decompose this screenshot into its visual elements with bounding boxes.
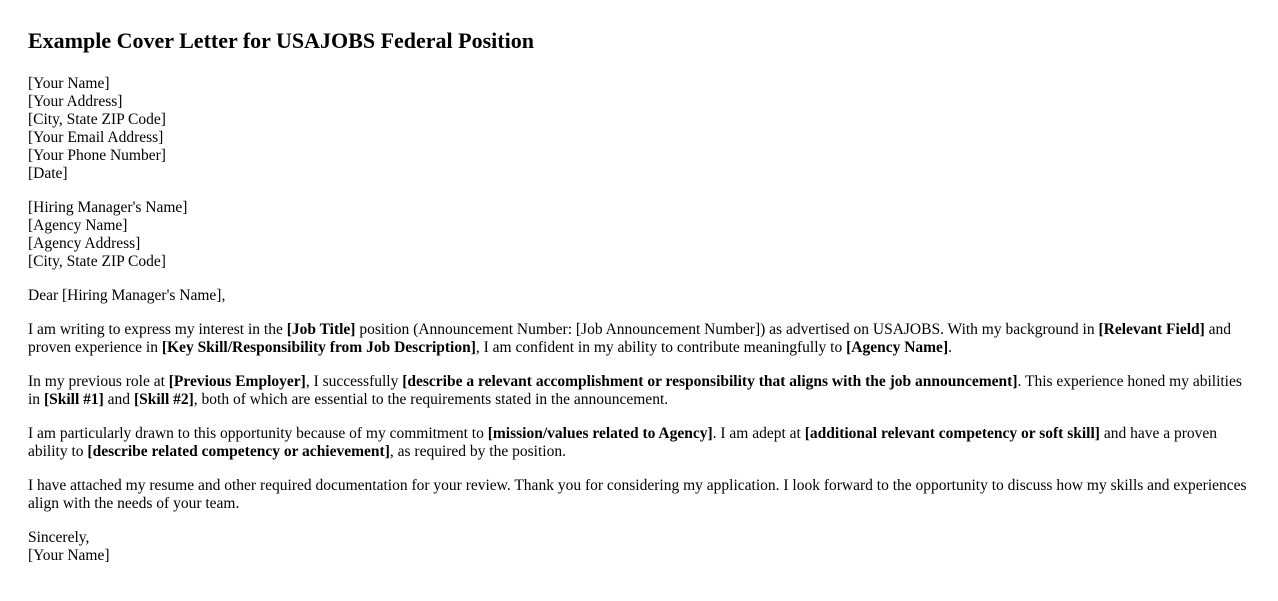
placeholder-achievement: [describe related competency or achievement]	[87, 443, 390, 460]
placeholder-relevant-field: [Relevant Field]	[1098, 321, 1205, 338]
page-title: Example Cover Letter for USAJOBS Federal Position	[28, 28, 534, 53]
signature-block	[28, 529, 1250, 565]
placeholder-skill-1: [Skill #1]	[43, 391, 104, 408]
sender-name: [Your Name]	[28, 75, 110, 92]
placeholder-skill-2: [Skill #2]	[133, 391, 194, 408]
recipient-city-state-zip: [City, State ZIP Code]	[28, 253, 166, 270]
sender-email: [Your Email Address]	[28, 129, 164, 146]
placeholder-mission-values: [mission/values related to Agency]	[487, 425, 713, 442]
closing-phrase: Sincerely,	[28, 529, 90, 546]
text-run: .	[948, 339, 952, 356]
placeholder-job-title: [Job Title]	[286, 321, 356, 338]
text-run: position (Announcement Number: [Job Announcement Number]) as advertised on USAJOBS. With my background in	[355, 321, 1099, 338]
sender-address-block	[28, 75, 1250, 183]
paragraph-experience	[28, 373, 1250, 409]
signature-name: [Your Name]	[28, 547, 110, 564]
text-run: In my previous role at	[28, 373, 169, 390]
paragraph-interest	[28, 321, 1250, 357]
text-run: , I successfully	[305, 373, 403, 390]
salutation: Dear [Hiring Manager's Name],	[28, 287, 226, 304]
text-run: I am particularly drawn to this opportunity because of my commitment to	[28, 425, 488, 442]
placeholder-key-skill: [Key Skill/Responsibility from Job Description]	[161, 339, 476, 356]
text-run: , I am confident in my ability to contribute meaningfully to	[475, 339, 847, 356]
text-run: and	[103, 391, 134, 408]
text-run: . I am adept at	[712, 425, 805, 442]
placeholder-agency-name: [Agency Name]	[846, 339, 949, 356]
text-run: and have a proven ability to	[28, 425, 1217, 460]
recipient-agency: [Agency Name]	[28, 217, 128, 234]
recipient-name: [Hiring Manager's Name]	[28, 199, 188, 216]
text-run: and proven experience in	[28, 321, 1232, 356]
sender-phone: [Your Phone Number]	[28, 147, 166, 164]
text-run: . This experience honed my abilities in	[28, 373, 1242, 408]
recipient-address-block	[28, 199, 1250, 271]
placeholder-accomplishment: [describe a relevant accomplishment or responsibility that aligns with the job announcement]	[402, 373, 1018, 390]
paragraph-closing: I have attached my resume and other required documentation for your review. Thank you for considering my application. I look forward to the opportunity to discuss how my skills and experiences align with the needs of your team.	[28, 477, 1247, 512]
placeholder-previous-employer: [Previous Employer]	[168, 373, 306, 390]
text-run: I am writing to express my interest in the	[28, 321, 287, 338]
letter-date: [Date]	[28, 165, 68, 182]
paragraph-motivation	[28, 425, 1250, 461]
recipient-agency-address: [Agency Address]	[28, 235, 141, 252]
text-run: , as required by the position.	[389, 443, 566, 460]
sender-city-state-zip: [City, State ZIP Code]	[28, 111, 166, 128]
sender-address: [Your Address]	[28, 93, 123, 110]
text-run: , both of which are essential to the requirements stated in the announcement.	[193, 391, 669, 408]
placeholder-competency: [additional relevant competency or soft skill]	[804, 425, 1100, 442]
